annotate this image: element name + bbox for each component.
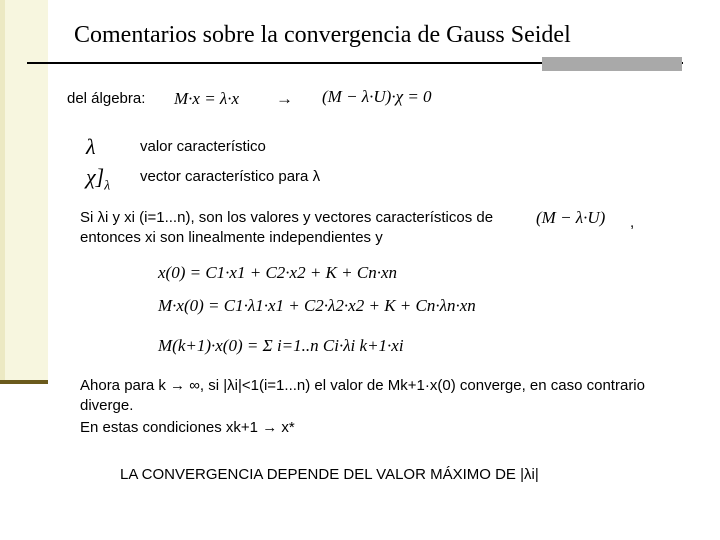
series-line-2: M·x(0) = C1·λ1·x1 + C2·λ2·x2 + K + Cn·λn·xn xyxy=(158,296,476,315)
condition-line-1: Si λi y xi (i=1...n), son los valores y vectores característicos de xyxy=(80,209,494,226)
paragraph-line-3: En estas condiciones xk+1 → x* xyxy=(80,419,295,436)
lambda-symbol: λ xyxy=(86,134,96,159)
algebra-label: del álgebra: xyxy=(67,90,146,107)
slide-title: Comentarios sobre la convergencia de Gauss Seidel xyxy=(74,22,571,48)
condition-comma: , xyxy=(630,214,635,231)
series-line-1: x(0) = C1·x1 + C2·x2 + K + Cn·xn xyxy=(158,263,397,282)
chi-symbol: $\chi]_\lambda$ xyxy=(86,164,111,193)
eigen-equation-left: M·x = λ·x xyxy=(174,89,240,108)
paragraph-line-2: diverge. xyxy=(80,397,134,414)
lambda-description: valor característico xyxy=(140,138,266,155)
condition-matrix: (M − λ·U) xyxy=(536,208,606,227)
series-line-3: M(k+1)·x(0) = Σ i=1..n Ci·λi k+1·xi xyxy=(158,336,404,355)
title-rule-accent xyxy=(542,57,682,71)
paragraph-line-1: Ahora para k → ∞, si |λi|<1(i=1...n) el valor de Mk+1·x(0) converge, en caso contrario xyxy=(80,377,645,394)
condition-line-2: entonces xi son linealmente independientes y xyxy=(80,229,383,246)
eigen-equation xyxy=(174,89,239,109)
characteristic-equation: (M − λ·U)·χ = 0 xyxy=(322,87,432,106)
conclusion-text: LA CONVERGENCIA DEPENDE DEL VALOR MÁXIMO DE |λi| xyxy=(120,466,539,483)
implies-arrow: → xyxy=(276,89,293,108)
left-decorative-stripe xyxy=(0,0,5,384)
left-decorative-band xyxy=(0,0,48,384)
chi-description: vector característico para λ xyxy=(140,168,321,185)
left-decorative-tick xyxy=(0,380,48,384)
